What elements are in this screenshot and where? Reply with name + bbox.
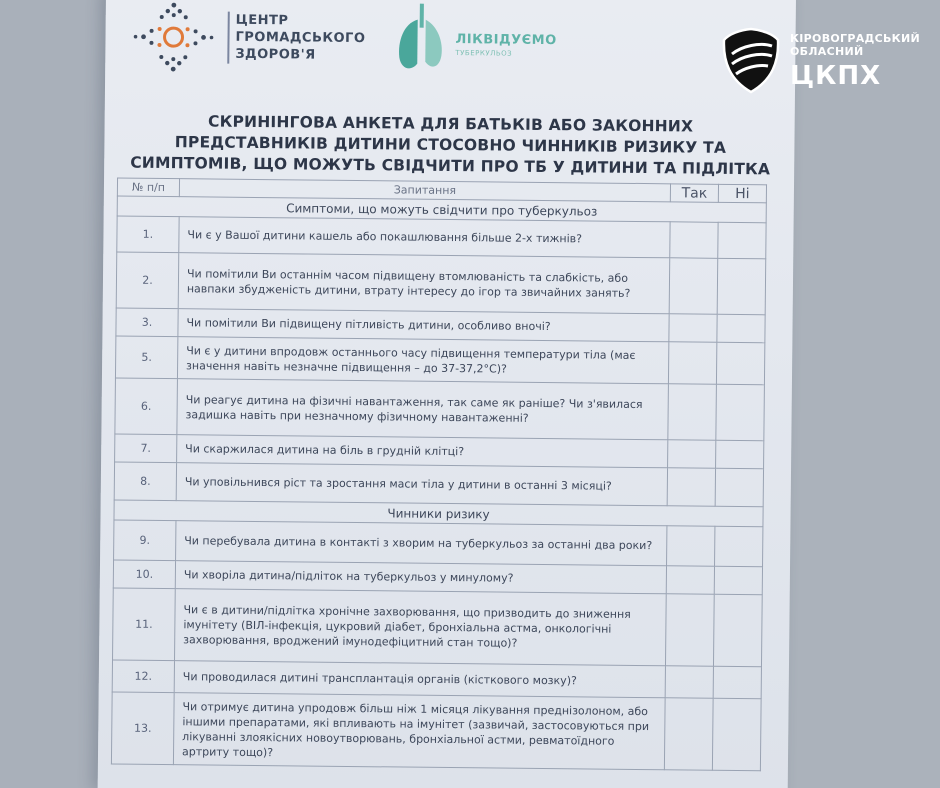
- questionnaire-table: [111, 178, 767, 772]
- table-row: [115, 378, 765, 441]
- phc-name-line: ЦЕНТР: [235, 12, 289, 29]
- table-row: [111, 692, 761, 771]
- phc-logo-icon: [131, 0, 216, 76]
- table-row: [113, 588, 763, 667]
- row-number: 11.: [113, 588, 176, 661]
- row-question: Чи помітили Ви підвищену пітливість дитини, особливо вночі?: [178, 309, 669, 342]
- tb-campaign-subtitle: ТУБЕРКУЛЬОЗ: [455, 49, 513, 58]
- row-number: 8.: [114, 462, 176, 501]
- row-number: 5.: [115, 336, 177, 379]
- row-question: Чи реагує дитина на фізичні навантаження, так саме як раніше? Чи з'явилася задишка навіть при незначному фізичному навантаженні?: [177, 379, 669, 440]
- no-checkbox[interactable]: [715, 526, 763, 567]
- row-number: 10.: [113, 560, 175, 589]
- row-question: Чи скаржилася дитина на біль в грудній клітці?: [177, 435, 668, 468]
- row-question: Чи є у дитини впродовж останнього часу підвищення температури тіла (має значення навіть незначне підвищення – до 37-37,2°С)?: [177, 337, 668, 384]
- row-question: Чи є у Вашої дитини кашель або покашлювання більше 2-х тижнів?: [179, 217, 670, 258]
- table-row: [115, 336, 764, 385]
- yes-checkbox[interactable]: [668, 342, 716, 385]
- yes-checkbox[interactable]: [668, 440, 716, 469]
- no-checkbox[interactable]: [713, 666, 761, 699]
- row-question: Чи отримує дитина упродовж більш ніж 1 місяця лікування преднізолоном, або іншими препаратами, які впливають на імунітет (зазвичай, застосовуються при лікуванні злоякісних новоутворювань, бронхіальної астми, ревматоїдного артриту тощо)?: [173, 693, 665, 770]
- yes-checkbox[interactable]: [668, 384, 717, 440]
- section-title: Чинники ризику: [114, 500, 763, 527]
- title-line: СКРИНІНГОВА АНКЕТА ДЛЯ БАТЬКІВ АБО ЗАКОННИХ: [207, 112, 694, 136]
- row-number: 7.: [115, 434, 177, 463]
- yes-checkbox[interactable]: [670, 222, 718, 259]
- table-row: [116, 252, 766, 315]
- row-question: Чи проводилася дитині трансплантація органів (кісткового мозку)?: [174, 661, 665, 698]
- yes-checkbox[interactable]: [666, 566, 714, 595]
- yes-checkbox[interactable]: [669, 258, 718, 314]
- corner-brand-line: КІРОВОГРАДСЬКИЙ: [790, 32, 920, 45]
- yes-checkbox[interactable]: [665, 666, 713, 699]
- logo-divider: [227, 12, 230, 64]
- row-question: Чи помітили Ви останнім часом підвищену втомлюваність та слабкість, або навпаки збудженість дитини, втрату інтересу до ігор та звичайних занять?: [178, 253, 670, 314]
- yes-checkbox[interactable]: [667, 526, 715, 567]
- section-title: Симптоми, що можуть свідчити про туберкульоз: [117, 196, 766, 223]
- questionnaire-paper: [98, 0, 796, 788]
- no-checkbox[interactable]: [715, 468, 763, 507]
- table-row: [114, 520, 763, 567]
- row-question: Чи уповільнився ріст та зростання маси тіла у дитини в останні 3 місяці?: [176, 463, 667, 506]
- row-question: Чи перебувала дитина в контакті з хворим на туберкульоз за останні два роки?: [176, 521, 667, 566]
- phc-name-line: ЗДОРОВ'Я: [235, 46, 316, 63]
- title-line: ПРЕДСТАВНИКІВ ДИТИНИ СТОСОВНО ЧИННИКІВ РИЗИКУ ТА: [174, 133, 727, 157]
- tb-campaign-title: ЛІКВІДУЄМО: [455, 32, 557, 49]
- header-question: Запитання: [179, 179, 670, 202]
- row-number: 2.: [116, 252, 179, 309]
- row-number: 1.: [117, 216, 179, 253]
- lungs-icon: [393, 0, 450, 78]
- yes-checkbox[interactable]: [664, 698, 713, 770]
- row-question: Чи є в дитини/підлітка хронічне захворювання, що призводить до зниження імунітету (ВІЛ-інфекція, цукровий діабет, бронхіальна астма, онкологічні захворювання, вроджений імунодефіцитний стан тощо)?: [175, 589, 667, 666]
- row-number: 6.: [115, 378, 178, 435]
- row-question: Чи хворіла дитина/підліток на туберкульоз у минулому?: [175, 561, 666, 594]
- header-no: Ні: [718, 184, 766, 203]
- no-checkbox[interactable]: [718, 222, 766, 259]
- header-yes: Так: [670, 184, 718, 203]
- row-number: 12.: [112, 660, 174, 693]
- no-checkbox[interactable]: [717, 314, 765, 343]
- row-number: 13.: [111, 692, 174, 765]
- no-checkbox[interactable]: [714, 566, 762, 595]
- shield-icon: [720, 26, 782, 94]
- phc-name: [235, 12, 365, 64]
- background-right: [788, 0, 940, 788]
- corner-brand-name: ЦКПХ: [790, 61, 882, 91]
- row-number: 3.: [116, 308, 178, 337]
- document-title: [110, 110, 791, 180]
- no-checkbox[interactable]: [717, 258, 766, 314]
- phc-name-line: ГРОМАДСЬКОГО: [235, 29, 366, 47]
- yes-checkbox[interactable]: [667, 468, 715, 507]
- corner-brand-region: [790, 32, 920, 58]
- row-number: 9.: [114, 520, 176, 561]
- title-line: СИМПТОМІВ, ЩО МОЖУТЬ СВІДЧИТИ ПРО ТБ У ДИТИНИ ТА ПІДЛІТКА: [130, 153, 771, 179]
- no-checkbox[interactable]: [716, 384, 765, 440]
- yes-checkbox[interactable]: [669, 314, 717, 343]
- yes-checkbox[interactable]: [665, 594, 714, 666]
- header-num: № п/п: [117, 178, 179, 197]
- no-checkbox[interactable]: [712, 698, 761, 770]
- no-checkbox[interactable]: [716, 342, 764, 385]
- corner-brand-line: ОБЛАСНИЙ: [790, 45, 864, 58]
- no-checkbox[interactable]: [716, 440, 764, 469]
- no-checkbox[interactable]: [713, 594, 762, 666]
